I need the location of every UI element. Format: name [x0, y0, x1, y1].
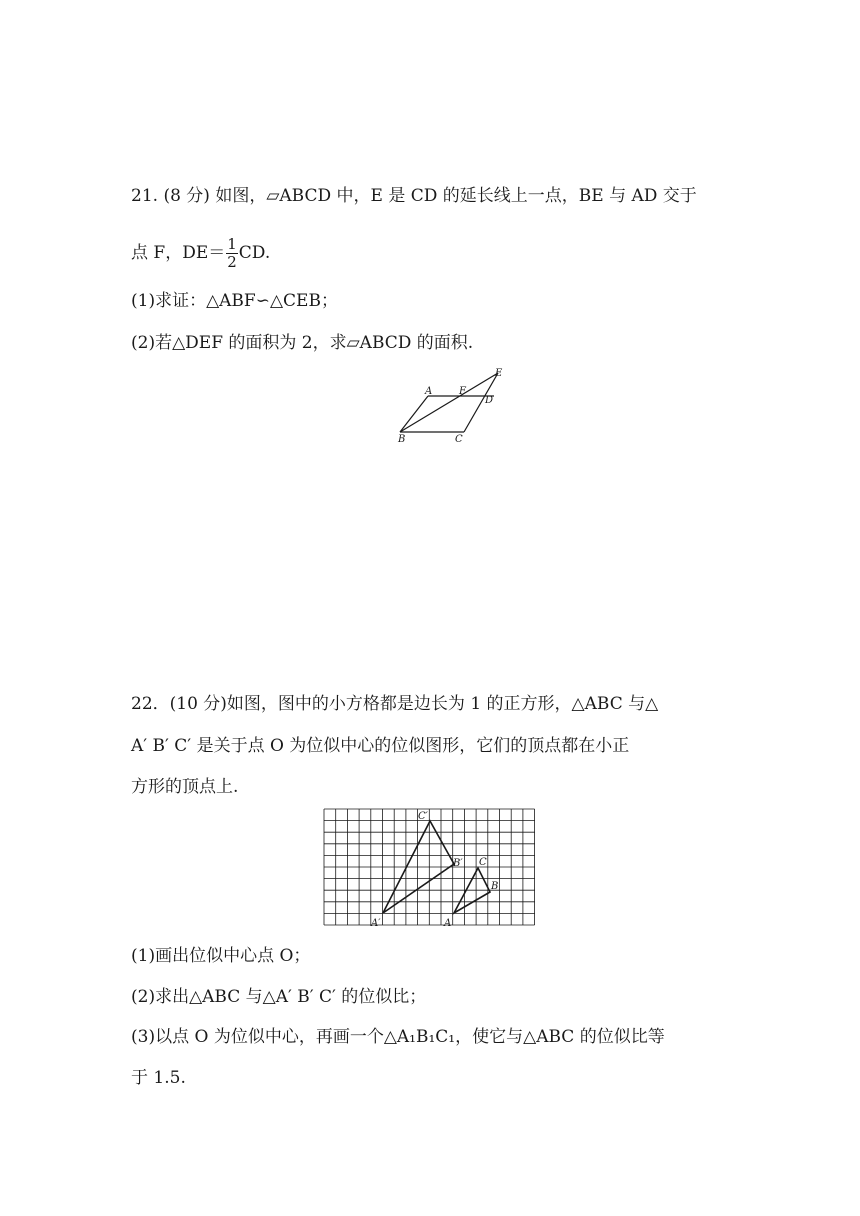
label-a: A [444, 918, 452, 929]
fraction-numerator: 1 [227, 235, 237, 253]
q21-line1: 21. (8 分) 如图，▱ABCD 中，E 是 CD 的延长线上一点，BE 与 AD 交于 [131, 186, 697, 206]
q21-line2-suffix: CD. [238, 243, 271, 263]
square-grid [324, 809, 535, 925]
label-d: D [485, 395, 494, 406]
parallelogram-figure [392, 366, 512, 448]
q22-line1: 22．(10 分)如图，图中的小方格都是边长为 1 的正方形，△ABC 与△ [131, 694, 659, 714]
q22-part3: (3)以点 O 为位似中心，再画一个△A₁B₁C₁，使它与△ABC 的位似比等 [131, 1027, 665, 1047]
label-a: A [425, 386, 433, 397]
q21-part2: (2)若△DEF 的面积为 2，求▱ABCD 的面积. [131, 333, 474, 353]
q21-part1: (1)求证：△ABF∽△CEB； [131, 291, 338, 311]
segment-ab [400, 396, 428, 432]
similar-triangles-grid-figure [320, 805, 540, 929]
fraction-denominator: 2 [227, 253, 237, 271]
fraction-one-half [226, 236, 238, 271]
q22-line3: 方形的顶点上. [131, 777, 239, 797]
segment-be [400, 373, 498, 432]
label-b: B [398, 434, 406, 445]
label-b: B [491, 881, 499, 892]
q22-part1: (1)画出位似中心点 O； [131, 946, 311, 966]
label-e: E [495, 368, 503, 379]
label-b-prime: B′ [453, 858, 463, 869]
q22-part4: 于 1.5. [131, 1068, 186, 1088]
label-c: C [455, 434, 463, 445]
q22-part2: (2)求出△ABC 与△A′ B′ C′ 的位似比； [131, 987, 427, 1007]
q21-line2-prefix: 点 F，DE＝ [131, 243, 226, 263]
label-f: F [459, 386, 466, 397]
q22-line2: A′ B′ C′ 是关于点 O 为位似中心的位似图形，它们的顶点都在小正 [131, 736, 630, 756]
label-a-prime: A′ [371, 918, 381, 929]
label-c-prime: C′ [418, 811, 428, 822]
label-c: C [479, 857, 487, 868]
q21-line2 [131, 236, 270, 271]
